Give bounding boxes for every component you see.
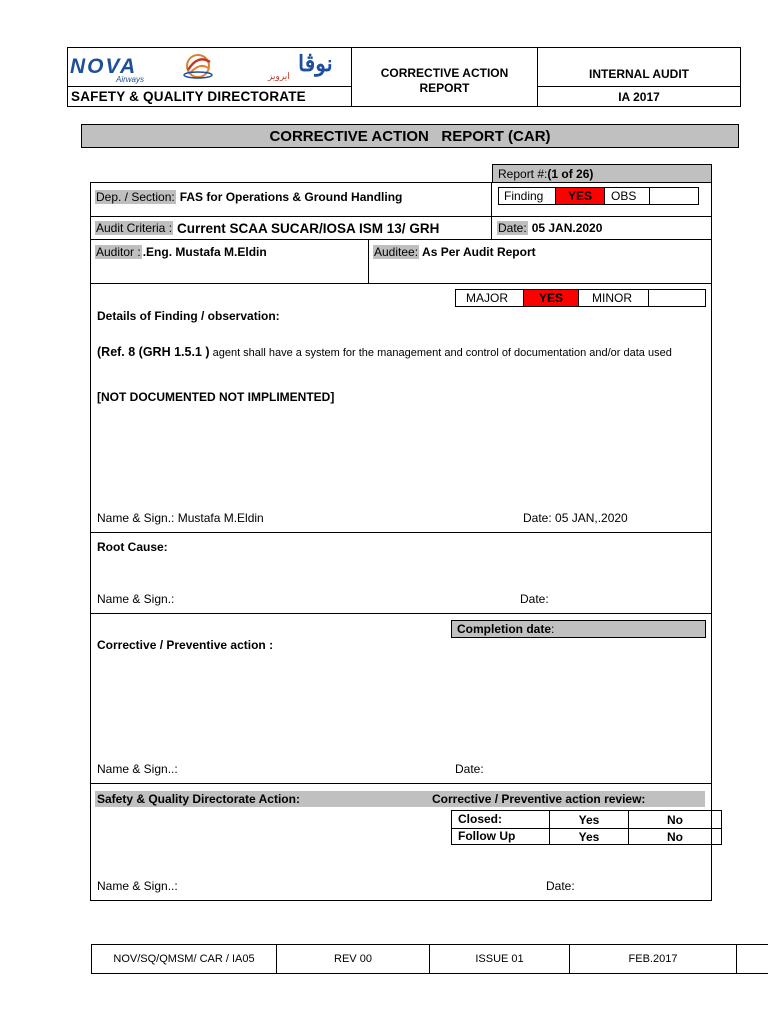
footer-rev: REV 00	[277, 945, 430, 973]
doc-title-line2: REPORT	[419, 81, 470, 95]
audit-type: INTERNAL AUDIT	[589, 66, 689, 81]
doc-title	[352, 48, 538, 106]
finding-description: agent shall have a system for the management and control of documentation and/or data used	[212, 347, 672, 359]
finding-yes-badge: YES	[555, 188, 605, 204]
logo-arabic-sub-text: ايرويز	[268, 71, 290, 81]
finding-ref: (Ref. 8 (GRH 1.5.1 )	[97, 345, 210, 359]
doc-title-line1: CORRECTIVE ACTION	[380, 66, 509, 80]
footer-issue: ISSUE 01	[430, 945, 570, 973]
report-number	[492, 164, 712, 182]
minor-value-box	[648, 290, 706, 306]
follow-up-yes[interactable]: Yes	[578, 830, 600, 844]
dept-value: FAS for Operations & Ground Handling	[179, 190, 403, 204]
major-label: MAJOR	[466, 291, 508, 305]
finding-sign: Name & Sign.: Mustafa M.Eldin	[97, 511, 264, 525]
logo-tagline-text: Airways	[116, 75, 145, 84]
report-number-label: Report #:	[498, 166, 548, 181]
criteria-value: Current SCAA SUCAR/IOSA ISM 13/ GRH	[177, 220, 440, 236]
footer-table	[91, 944, 768, 974]
logo-latin-text: NOVA	[70, 55, 138, 78]
criteria-row	[95, 218, 439, 238]
finding-label: Finding	[504, 189, 544, 203]
audit-code: IA 2017	[538, 86, 740, 106]
report-number-value: (1 of 26)	[547, 166, 594, 181]
finding-heading: Details of Finding / observation:	[97, 309, 280, 323]
banner-title: CORRECTIVE ACTION REPORT (CAR)	[81, 124, 739, 148]
date-label: Date:	[498, 221, 527, 235]
auditee-value: As Per Audit Report	[422, 245, 536, 259]
corrective-heading: Corrective / Preventive action :	[97, 638, 274, 652]
corrective-date: Date:	[455, 762, 484, 776]
finding-box	[498, 187, 699, 205]
obs-value-box	[649, 188, 699, 204]
root-cause-sign: Name & Sign.:	[97, 592, 175, 606]
follow-up-label: Follow Up	[458, 829, 516, 843]
auditor-label: Auditor :	[96, 245, 141, 259]
sqd-review-table	[451, 810, 722, 845]
sqd-review-heading: Corrective / Preventive action review:	[432, 792, 646, 806]
sqd-heading: Safety & Quality Directorate Action:	[97, 792, 300, 806]
completion-date-box	[451, 620, 706, 638]
closed-no[interactable]: No	[667, 812, 683, 827]
minor-label: MINOR	[592, 291, 632, 305]
date-value: 05 JAN.2020	[531, 221, 603, 235]
corrective-sign: Name & Sign..:	[97, 762, 178, 776]
footer-doc-code: NOV/SQ/QMSM/ CAR / IA05	[92, 945, 277, 973]
finding-date: Date: 05 JAN,.2020	[523, 511, 628, 525]
closed-label: Closed:	[458, 812, 503, 826]
completion-date-label: Completion date	[457, 622, 552, 636]
sqd-sign: Name & Sign..:	[97, 879, 178, 893]
header-table	[67, 47, 741, 107]
footer-last	[737, 945, 768, 973]
closed-yes[interactable]: Yes	[578, 812, 600, 827]
severity-box	[455, 289, 706, 307]
follow-up-no[interactable]: No	[667, 830, 683, 844]
footer-date: FEB.2017	[570, 945, 737, 973]
date-row	[497, 218, 602, 238]
major-yes-badge: YES	[523, 290, 579, 306]
logo-arabic-text: نوڤا	[298, 51, 333, 76]
root-cause-heading: Root Cause:	[97, 540, 168, 554]
finding-text	[97, 345, 697, 361]
auditee-row	[373, 242, 536, 262]
finding-status: [NOT DOCUMENTED NOT IMPLIMENTED]	[97, 390, 335, 404]
dept-label: Dep. / Section:	[96, 190, 175, 204]
auditor-value: .Eng. Mustafa M.Eldin	[142, 245, 267, 259]
auditee-label: Auditee:	[374, 245, 419, 259]
obs-label: OBS	[611, 189, 637, 203]
dept-row	[95, 186, 402, 208]
auditor-row	[95, 242, 267, 262]
sqd-date: Date:	[546, 879, 575, 893]
criteria-label: Audit Criteria :	[96, 221, 173, 235]
logo	[68, 48, 352, 86]
completion-date-colon: :	[551, 622, 555, 636]
root-cause-date: Date:	[520, 592, 549, 606]
directorate-label: SAFETY & QUALITY DIRECTORATE	[68, 86, 352, 106]
